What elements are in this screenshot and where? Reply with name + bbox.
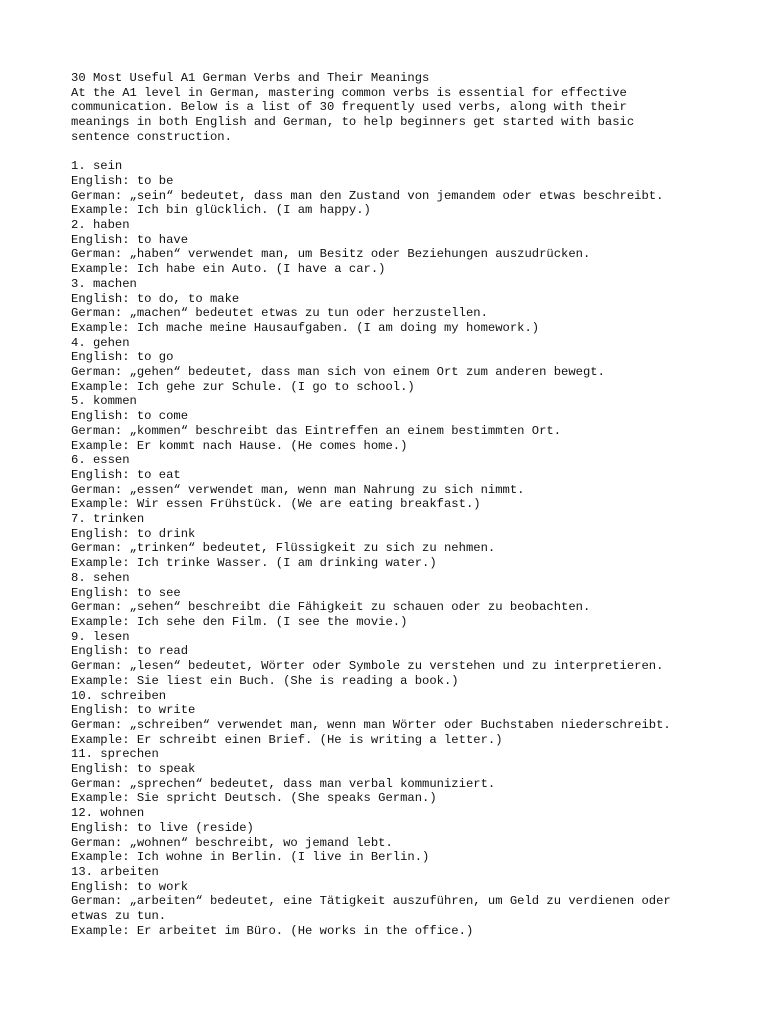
verb-entry-sprechen	[71, 747, 731, 806]
verb-example: Example: Sie liest ein Buch. (She is reading a book.)	[71, 673, 459, 688]
intro-line-2: communication. Below is a list of 30 frequently used verbs, along with their	[71, 100, 627, 115]
verb-entry-wohnen	[71, 806, 731, 865]
verb-english: English: to work	[71, 879, 189, 894]
verb-english: English: to go	[71, 350, 174, 365]
verb-example: Example: Ich sehe den Film. (I see the movie.)	[71, 615, 408, 629]
intro-line-4: sentence construction.	[71, 129, 232, 144]
verb-entry-haben	[71, 218, 731, 277]
verb-english: English: to see	[71, 585, 181, 600]
verb-heading: 10. schreiben	[71, 688, 167, 703]
verb-entry-arbeiten	[71, 865, 731, 939]
verb-entry-gehen	[71, 336, 731, 395]
verb-entry-kommen	[71, 394, 731, 453]
verb-entry-machen	[71, 277, 731, 336]
verb-english: English: to have	[71, 232, 189, 247]
verb-heading: 4. gehen	[71, 335, 130, 350]
verb-example: Example: Ich habe ein Auto. (I have a car.)	[71, 262, 386, 277]
verb-heading: 6. essen	[71, 453, 130, 468]
verb-english: English: to be	[71, 173, 174, 188]
verb-example: Example: Er arbeitet im Büro. (He works in the office.)	[71, 923, 474, 938]
verb-entry-sein	[71, 159, 731, 218]
verb-example: Example: Ich mache meine Hausaufgaben. (I am doing my homework.)	[71, 320, 540, 335]
verb-example: Example: Er schreibt einen Brief. (He is writing a letter.)	[71, 732, 503, 747]
verb-english: English: to speak	[71, 762, 196, 777]
verb-german: German: „sprechen“ bedeutet, dass man verbal kommuniziert.	[71, 776, 496, 791]
verb-german: German: „essen“ verwendet man, wenn man Nahrung zu sich nimmt.	[71, 482, 525, 497]
verb-entry-trinken	[71, 512, 731, 571]
verb-heading: 13. arbeiten	[71, 864, 159, 879]
verb-german: German: „schreiben“ verwendet man, wenn man Wörter oder Buchstaben niederschreibt.	[71, 717, 671, 732]
verb-german: German: „gehen“ bedeutet, dass man sich von einem Ort zum anderen bewegt.	[71, 365, 605, 380]
verb-heading: 12. wohnen	[71, 806, 145, 821]
verb-german: German: „wohnen“ beschreibt, wo jemand lebt.	[71, 835, 393, 850]
verb-german: German: „arbeiten“ bedeutet, eine Tätigkeit auszuführen, um Geld zu verdienen oder	[71, 894, 671, 909]
verb-german: German: „lesen“ bedeutet, Wörter oder Symbole zu verstehen und zu interpretieren.	[71, 659, 664, 674]
verb-english: English: to eat	[71, 467, 181, 482]
verb-english: English: to come	[71, 409, 189, 424]
verb-heading: 9. lesen	[71, 629, 130, 644]
verb-german: German: „sein“ bedeutet, dass man den Zustand von jemandem oder etwas beschreibt.	[71, 188, 664, 203]
verb-example: Example: Wir essen Frühstück. (We are eating breakfast.)	[71, 497, 481, 512]
verb-english: English: to live (reside)	[71, 820, 254, 835]
paragraph-gap	[71, 145, 731, 160]
verb-english: English: to drink	[71, 526, 196, 541]
verb-heading: 2. haben	[71, 218, 130, 233]
verb-example: Example: Sie spricht Deutsch. (She speaks German.)	[71, 791, 437, 806]
verb-example: Example: Ich wohne in Berlin. (I live in Berlin.)	[71, 850, 430, 865]
verb-entry-lesen	[71, 630, 731, 689]
verb-heading: 5. kommen	[71, 394, 137, 409]
verb-german: German: „sehen“ beschreibt die Fähigkeit zu schauen oder zu beobachten.	[71, 600, 591, 615]
verb-german-continued: etwas zu tun.	[71, 909, 167, 924]
verb-example: Example: Ich bin glücklich. (I am happy.)	[71, 203, 371, 218]
verb-german: German: „trinken“ bedeutet, Flüssigkeit zu sich zu nehmen.	[71, 541, 496, 556]
verb-heading: 11. sprechen	[71, 747, 159, 762]
verb-entry-essen	[71, 453, 731, 512]
document-title: 30 Most Useful A1 German Verbs and Their Meanings	[71, 71, 430, 85]
verb-english: English: to do, to make	[71, 291, 240, 306]
verb-heading: 7. trinken	[71, 512, 145, 527]
verb-english: English: to read	[71, 644, 189, 659]
verb-example: Example: Ich trinke Wasser. (I am drinking water.)	[71, 556, 437, 571]
verb-german: German: „kommen“ beschreibt das Eintreffen an einem bestimmten Ort.	[71, 423, 562, 438]
verb-english: English: to write	[71, 703, 196, 718]
verb-heading: 3. machen	[71, 276, 137, 291]
verb-example: Example: Er kommt nach Hause. (He comes home.)	[71, 438, 408, 453]
verb-entry-sehen	[71, 571, 731, 630]
intro-line-3: meanings in both English and German, to help beginners get started with basic	[71, 115, 635, 130]
verb-heading: 1. sein	[71, 159, 123, 174]
intro-line-1: At the A1 level in German, mastering common verbs is essential for effective	[71, 85, 627, 100]
verb-example: Example: Ich gehe zur Schule. (I go to school.)	[71, 379, 415, 394]
verb-heading: 8. sehen	[71, 570, 130, 585]
verb-entry-schreiben	[71, 689, 731, 748]
verb-german: German: „machen“ bedeutet etwas zu tun oder herzustellen.	[71, 306, 488, 321]
verb-german: German: „haben“ verwendet man, um Besitz oder Beziehungen auszudrücken.	[71, 247, 591, 262]
document-page	[71, 71, 731, 938]
